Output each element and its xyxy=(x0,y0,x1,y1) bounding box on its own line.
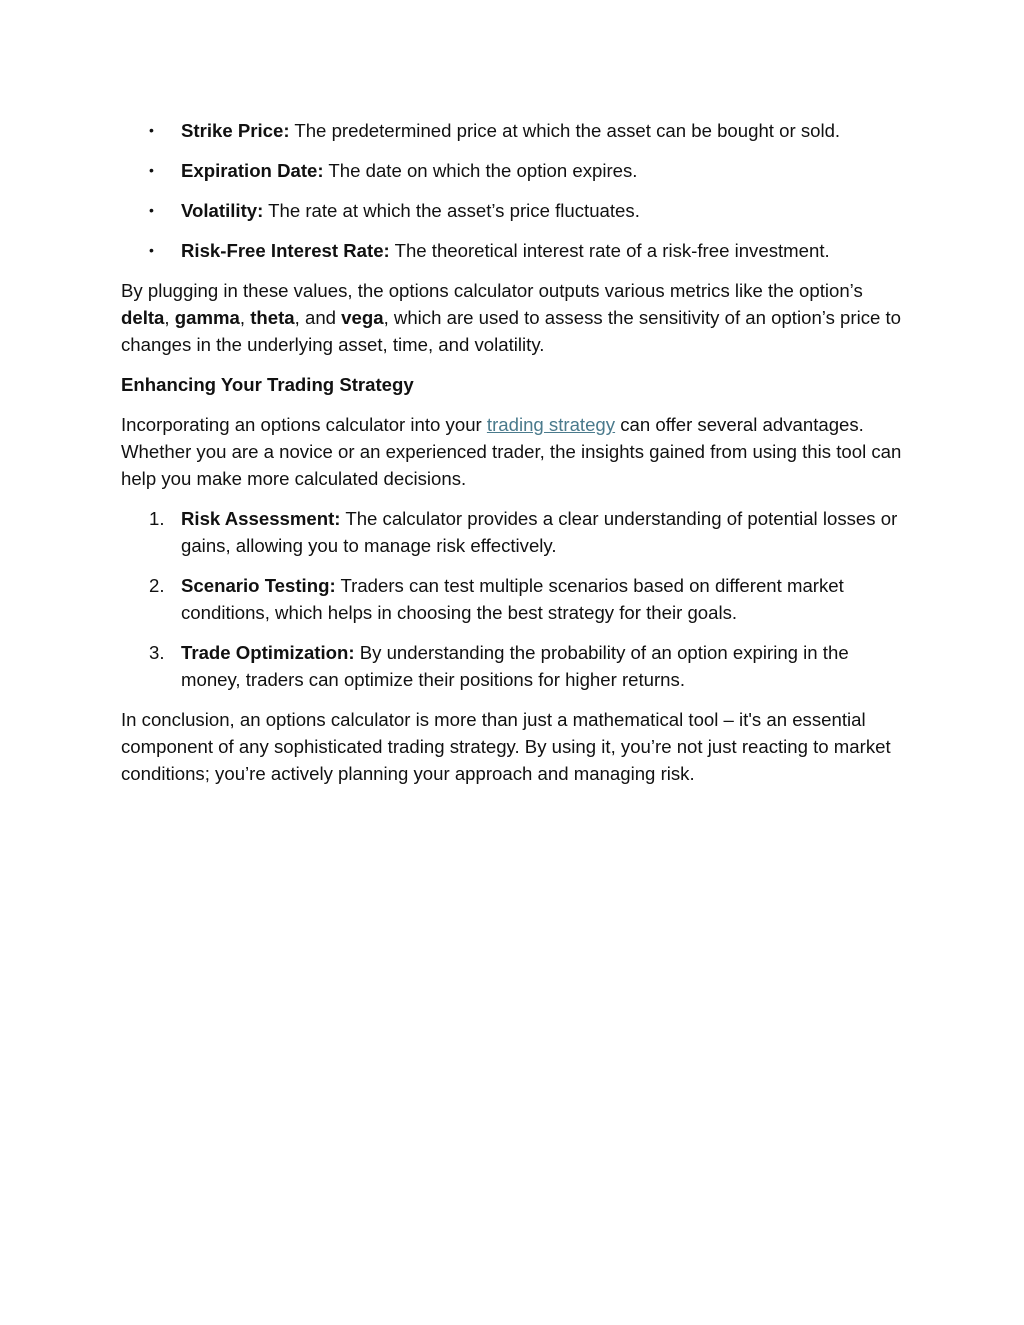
list-item-term: Volatility: xyxy=(181,200,264,221)
bullet-icon: • xyxy=(149,242,154,258)
list-number: 1. xyxy=(149,508,165,529)
delta-term: delta xyxy=(121,307,165,328)
metrics-paragraph: By plugging in these values, the options calculator outputs various metrics like the option’s delta, gamma, theta, and vega, which are used to assess the sensitivity of an option’s price to changes in the underlying asset, time, and volatility. xyxy=(121,280,902,355)
list-item xyxy=(121,117,911,144)
list-item-term: Strike Price: xyxy=(181,120,290,141)
parameters-list xyxy=(121,117,911,264)
list-item xyxy=(121,197,911,224)
trading-strategy-link[interactable]: trading strategy xyxy=(486,414,616,435)
document-page xyxy=(121,117,911,800)
list-item-text: The predetermined price at which the asset can be bought or sold. xyxy=(289,120,841,141)
list-item-term: Risk Assessment: xyxy=(181,508,341,529)
list-item-term: Scenario Testing: xyxy=(181,575,336,596)
list-item xyxy=(121,157,911,184)
list-item-term: Risk-Free Interest Rate: xyxy=(181,240,390,261)
vega-term: vega xyxy=(341,307,384,328)
list-item xyxy=(121,639,911,693)
strategy-paragraph: Incorporating an options calculator into your trading strategy can offer several advantages. Whether you are a novice or an experienced trader, the insights gained from using this tool can help you make more calculated decisions. xyxy=(121,414,902,489)
bullet-icon: • xyxy=(149,202,154,218)
list-number: 2. xyxy=(149,575,165,596)
bullet-icon: • xyxy=(149,122,154,138)
list-item-text: The theoretical interest rate of a risk-free investment. xyxy=(389,240,830,261)
gamma-term: gamma xyxy=(174,307,240,328)
list-item xyxy=(121,572,911,626)
list-item-term: Expiration Date: xyxy=(181,160,324,181)
list-item-text: The rate at which the asset’s price fluctuates. xyxy=(263,200,640,221)
list-item-text: The date on which the option expires. xyxy=(323,160,638,181)
list-item xyxy=(121,505,911,559)
list-item-text: The calculator provides a clear understanding of potential losses or gains, allowing you to manage risk effectively. xyxy=(181,508,898,556)
section-heading: Enhancing Your Trading Strategy xyxy=(121,374,414,395)
theta-term: theta xyxy=(250,307,295,328)
list-item-text: Traders can test multiple scenarios based on different market conditions, which helps in choosing the best strategy for their goals. xyxy=(181,575,844,623)
list-item xyxy=(121,237,911,264)
advantages-list xyxy=(121,505,911,693)
list-number: 3. xyxy=(149,642,165,663)
bullet-icon: • xyxy=(149,162,154,178)
list-item-term: Trade Optimization: xyxy=(181,642,355,663)
conclusion-paragraph: In conclusion, an options calculator is more than just a mathematical tool – it's an essential component of any sophisticated trading strategy. By using it, you’re not just reacting to market conditions; you’re actively planning your approach and managing risk. xyxy=(121,709,891,784)
list-item-text: By understanding the probability of an option expiring in the money, traders can optimize their positions for higher returns. xyxy=(181,642,849,690)
